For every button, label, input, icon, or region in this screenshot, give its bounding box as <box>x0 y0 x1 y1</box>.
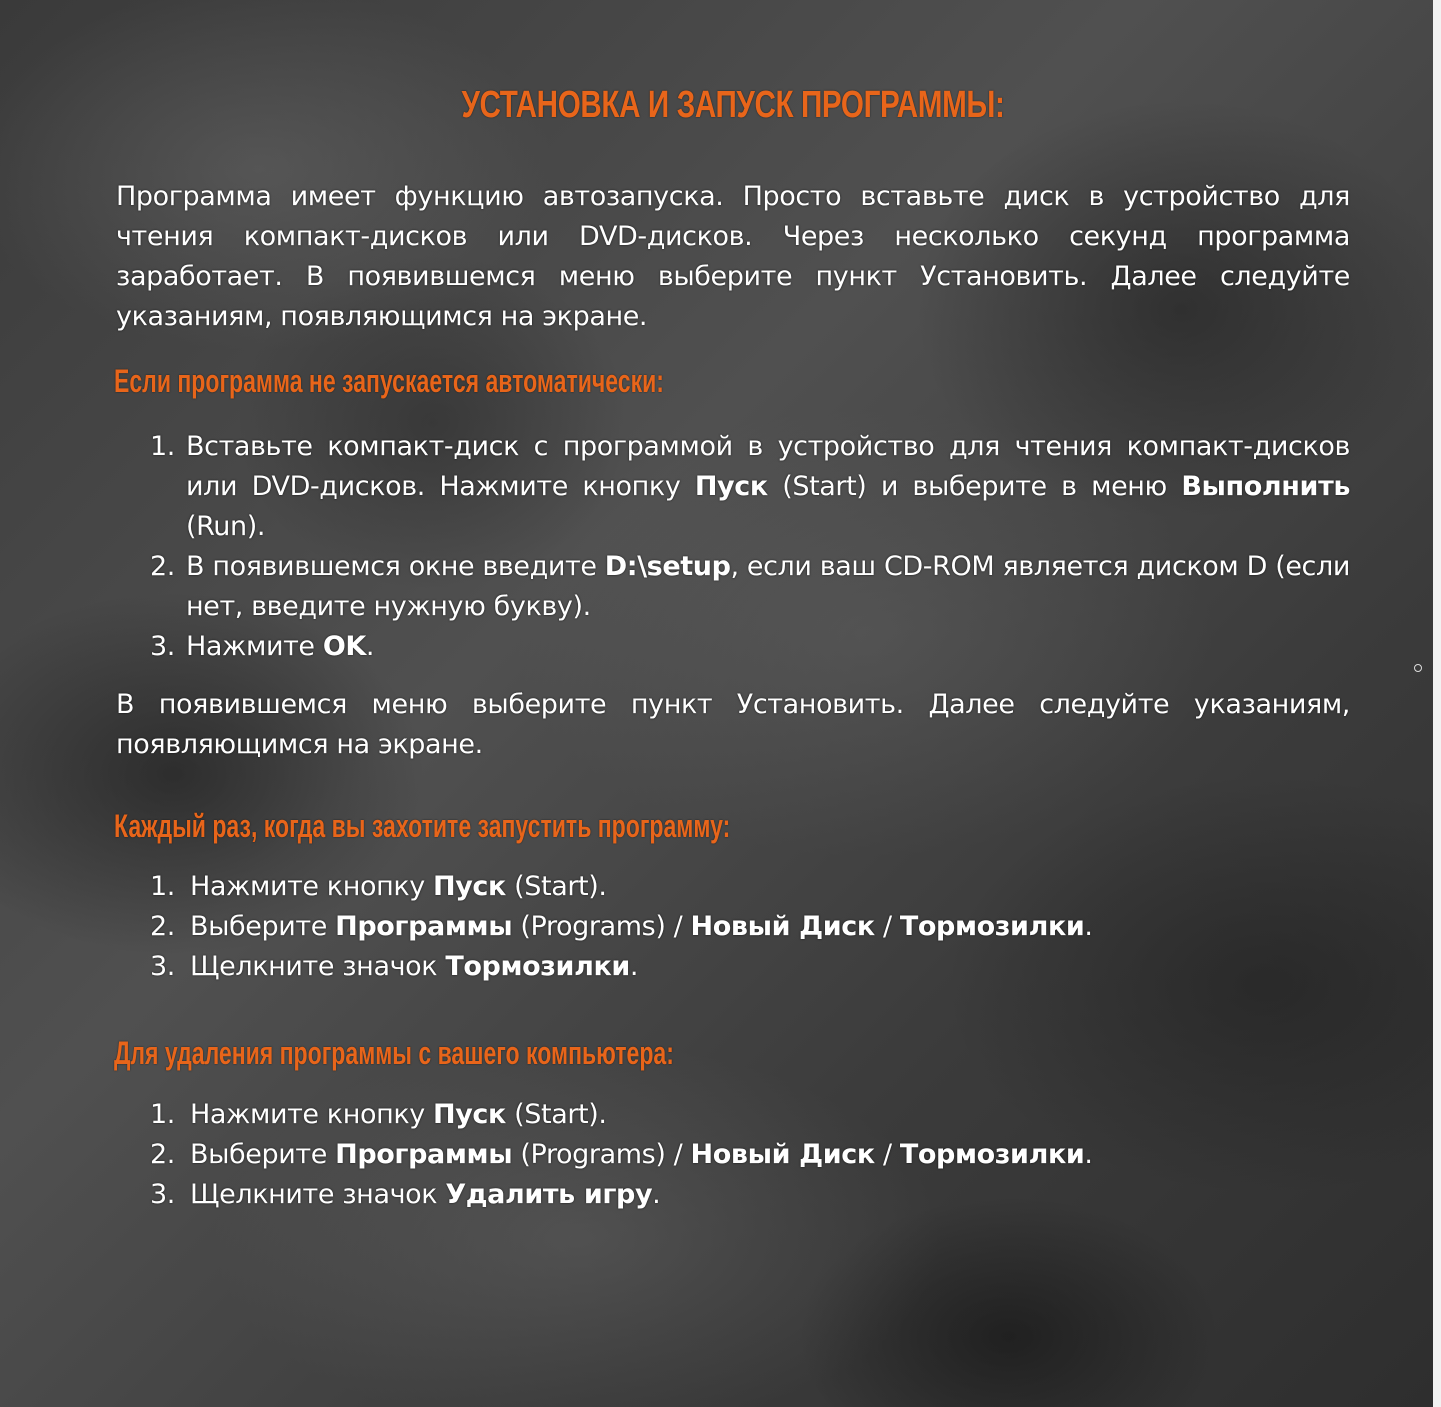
step-text-part: Выберите <box>190 911 336 942</box>
setup-command: D:\setup <box>604 551 731 582</box>
list-item <box>150 1095 1360 1135</box>
uninstall-steps <box>150 1095 1360 1215</box>
list-item <box>150 947 1350 987</box>
programs-keyword: Программы <box>335 1139 513 1170</box>
step-text <box>186 627 1350 667</box>
step-text-part: Щелкните значок <box>190 951 446 982</box>
manual-start-heading: Если программа не запускается автоматически: <box>114 363 664 399</box>
step-text-part: . <box>1084 911 1093 942</box>
step-text-part: . <box>629 951 639 982</box>
ok-keyword: OK <box>322 631 366 662</box>
step-text <box>190 867 1350 907</box>
manual-start-steps <box>150 427 1350 667</box>
step-text-part: Выберите <box>190 1139 336 1170</box>
step-number: 2. <box>150 911 175 942</box>
intro-paragraph: Программа имеет функцию автозапуска. Просто вставьте диск в устройство для чтения компакт-дисков или DVD-дисков. Через несколько секунд программа заработает. В появившемся меню выберите пункт Установить. Далее следуйте указаниям, появляющимся на экране. <box>116 181 1350 332</box>
step-text-part: / <box>874 1139 900 1170</box>
step-text-part: (Programs) / <box>512 1139 691 1170</box>
new-disk-keyword: Новый Диск <box>690 1139 875 1170</box>
start-keyword: Пуск <box>694 471 768 502</box>
step-text-part: Нажмите кнопку <box>190 871 434 902</box>
step-text-part: (Start). <box>505 1099 607 1130</box>
step-text <box>186 427 1350 547</box>
run-keyword: Выполнить <box>1181 471 1350 502</box>
step-text-part: , если ваш CD-ROM является диском D (если нет, введите нужную букву). <box>186 551 1350 622</box>
tormozilki-keyword: Тормозилки <box>899 911 1085 942</box>
page-edge <box>1433 0 1441 1407</box>
list-item <box>150 627 1350 667</box>
programs-keyword: Программы <box>335 911 513 942</box>
step-number: 2. <box>150 551 175 582</box>
step-number: 1. <box>150 871 175 902</box>
step-text-part: Нажмите кнопку <box>190 1099 434 1130</box>
step-text <box>190 1095 1360 1135</box>
step-text <box>190 1175 1360 1215</box>
step-text-part: В появившемся окне введите <box>186 551 605 582</box>
tormozilki-keyword: Тормозилки <box>899 1139 1085 1170</box>
step-number: 3. <box>150 1179 175 1210</box>
step-text-part: . <box>1084 1139 1093 1170</box>
uninstall-game-keyword: Удалить игру <box>445 1179 653 1210</box>
list-item <box>150 1135 1360 1175</box>
step-text-part: . <box>652 1179 661 1210</box>
step-text-part: (Start) и выберите в меню <box>767 471 1182 502</box>
step-text-part: (Start). <box>505 871 607 902</box>
step-text-part: . <box>365 631 375 662</box>
list-item <box>150 547 1350 627</box>
step-text-part: Вставьте компакт-диск с программой в устройство для чтения компакт-дисков или DVD-дисков. Нажмите кнопку <box>186 431 1350 502</box>
step-text <box>186 547 1350 627</box>
after-manual-paragraph: В появившемся меню выберите пункт Установить. Далее следуйте указаниям, появляющимся на экране. <box>116 689 1350 760</box>
step-text-part: Нажмите <box>186 631 323 662</box>
step-text <box>190 907 1350 947</box>
step-number: 1. <box>150 1099 175 1130</box>
step-number: 1. <box>150 431 175 462</box>
list-item <box>150 867 1350 907</box>
step-text <box>190 1135 1360 1175</box>
step-number: 2. <box>150 1139 175 1170</box>
step-text-part: (Programs) / <box>512 911 691 942</box>
tormozilki-keyword: Тормозилки <box>445 951 630 982</box>
step-text-part: (Run). <box>186 511 266 542</box>
start-keyword: Пуск <box>433 1099 506 1130</box>
list-item <box>150 427 1350 547</box>
new-disk-keyword: Новый Диск <box>690 911 875 942</box>
step-text-part: Щелкните значок <box>190 1179 446 1210</box>
page-title: УСТАНОВКА И ЗАПУСК ПРОГРАММЫ: <box>461 84 1005 126</box>
launch-steps <box>150 867 1350 987</box>
step-text-part: / <box>874 911 900 942</box>
step-text <box>190 947 1350 987</box>
start-keyword: Пуск <box>433 871 506 902</box>
list-item <box>150 907 1350 947</box>
step-number: 3. <box>150 951 175 982</box>
launch-heading: Каждый раз, когда вы захотите запустить программу: <box>114 808 731 844</box>
step-number: 3. <box>150 631 175 662</box>
uninstall-heading: Для удаления программы с вашего компьютера: <box>114 1035 674 1071</box>
list-item <box>150 1175 1360 1215</box>
